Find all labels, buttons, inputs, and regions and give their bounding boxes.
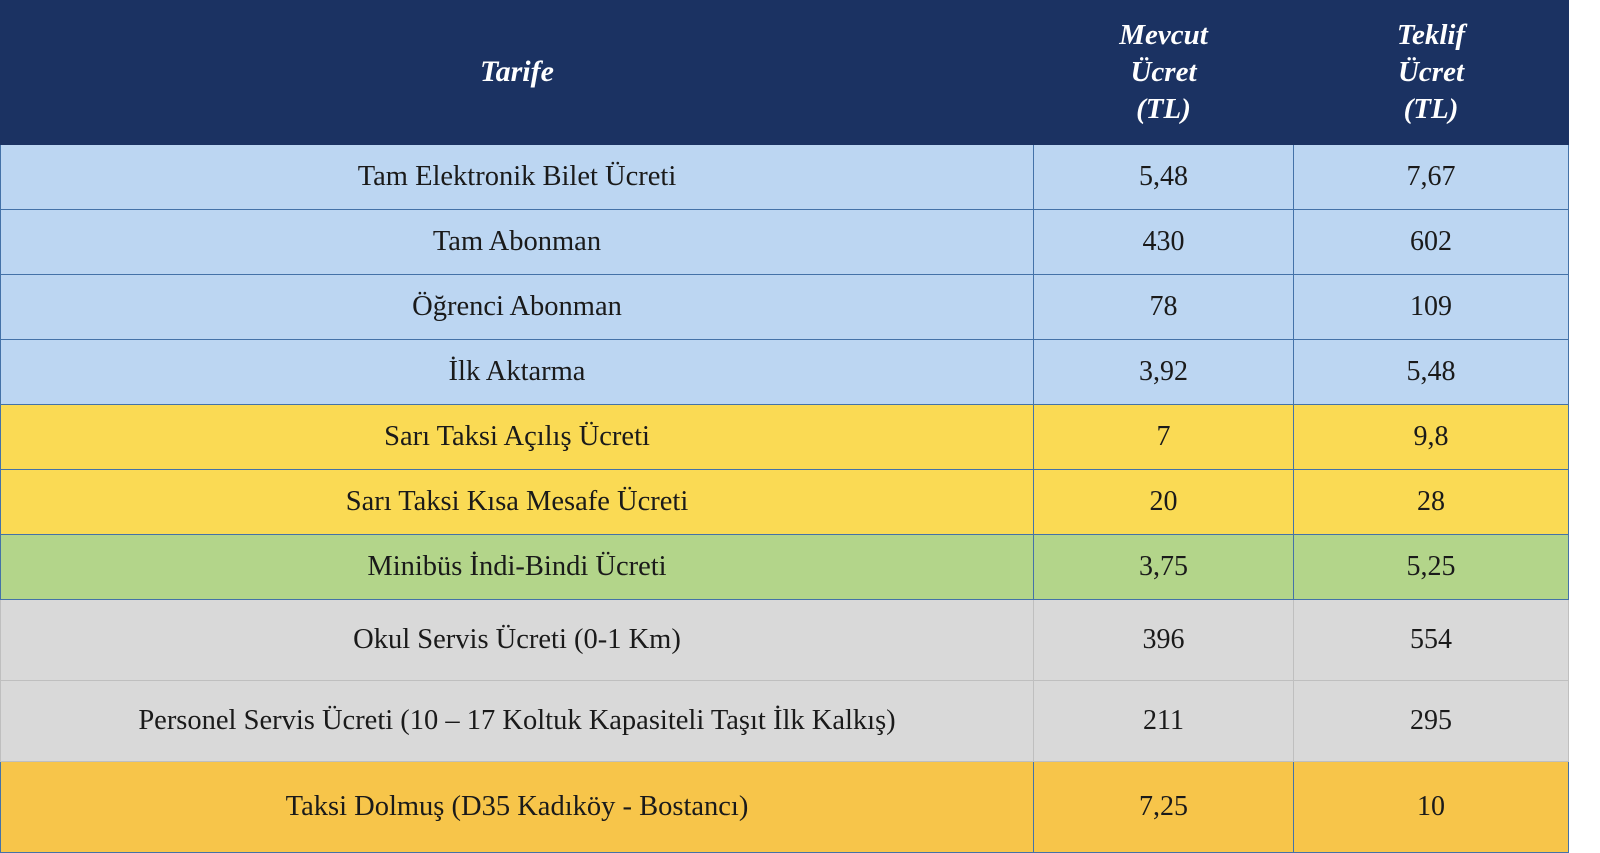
cell-mevcut: 211 xyxy=(1034,681,1294,762)
header-line: (TL) xyxy=(1136,93,1191,126)
cell-mevcut: 7 xyxy=(1034,405,1294,470)
cell-mevcut: 7,25 xyxy=(1034,762,1294,853)
cell-teklif: 9,8 xyxy=(1294,405,1569,470)
cell-tarife: Sarı Taksi Kısa Mesafe Ücreti xyxy=(1,470,1034,535)
cell-mevcut: 20 xyxy=(1034,470,1294,535)
column-header-mevcut-ucret xyxy=(1034,1,1294,145)
cell-teklif: 5,25 xyxy=(1294,535,1569,600)
table-row xyxy=(1,405,1569,470)
cell-teklif: 295 xyxy=(1294,681,1569,762)
cell-tarife: Sarı Taksi Açılış Ücreti xyxy=(1,405,1034,470)
column-header-teklif-ucret xyxy=(1294,1,1569,145)
cell-mevcut: 396 xyxy=(1034,600,1294,681)
cell-teklif: 602 xyxy=(1294,210,1569,275)
table-body xyxy=(1,145,1569,853)
cell-tarife: Taksi Dolmuş (D35 Kadıköy - Bostancı) xyxy=(1,762,1034,853)
cell-teklif: 109 xyxy=(1294,275,1569,340)
cell-teklif: 5,48 xyxy=(1294,340,1569,405)
header-line: Ücret xyxy=(1397,55,1465,88)
table-row xyxy=(1,470,1569,535)
cell-tarife: Tam Elektronik Bilet Ücreti xyxy=(1,145,1034,210)
cell-mevcut: 430 xyxy=(1034,210,1294,275)
cell-teklif: 10 xyxy=(1294,762,1569,853)
header-line: Mevcut xyxy=(1119,18,1208,51)
header-line: Teklif xyxy=(1396,18,1466,51)
header-row xyxy=(1,1,1569,145)
header-line: Ücret xyxy=(1130,55,1197,88)
cell-teklif: 7,67 xyxy=(1294,145,1569,210)
table-row xyxy=(1,275,1569,340)
table-row xyxy=(1,681,1569,762)
cell-teklif: 28 xyxy=(1294,470,1569,535)
cell-tarife: İlk Aktarma xyxy=(1,340,1034,405)
cell-mevcut: 3,75 xyxy=(1034,535,1294,600)
table-row xyxy=(1,600,1569,681)
table-row xyxy=(1,210,1569,275)
column-header-tarife xyxy=(1,1,1034,145)
table-row xyxy=(1,145,1569,210)
cell-teklif: 554 xyxy=(1294,600,1569,681)
cell-mevcut: 5,48 xyxy=(1034,145,1294,210)
cell-mevcut: 78 xyxy=(1034,275,1294,340)
cell-tarife: Okul Servis Ücreti (0-1 Km) xyxy=(1,600,1034,681)
cell-tarife: Öğrenci Abonman xyxy=(1,275,1034,340)
header-line: (TL) xyxy=(1403,93,1459,126)
header-line: Tarife xyxy=(480,55,554,89)
table-header xyxy=(1,1,1569,145)
table-row xyxy=(1,762,1569,853)
table-row xyxy=(1,340,1569,405)
table-row xyxy=(1,535,1569,600)
cell-tarife: Tam Abonman xyxy=(1,210,1034,275)
cell-tarife: Minibüs İndi-Bindi Ücreti xyxy=(1,535,1034,600)
cell-tarife: Personel Servis Ücreti (10 – 17 Koltuk Kapasiteli Taşıt İlk Kalkış) xyxy=(1,681,1034,762)
cell-mevcut: 3,92 xyxy=(1034,340,1294,405)
